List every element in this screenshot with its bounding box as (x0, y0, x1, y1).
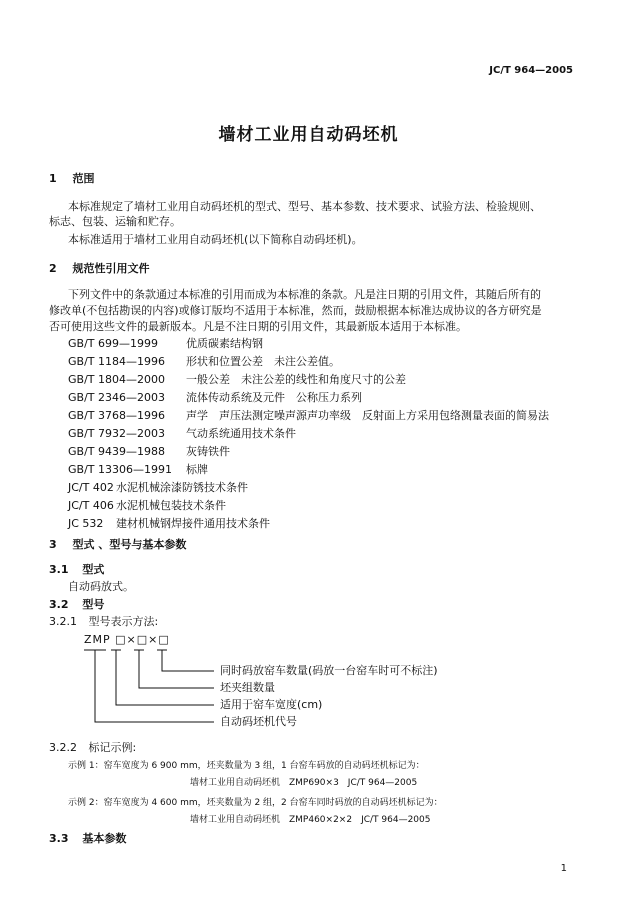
section-number: 2 (49, 262, 57, 275)
leader-line-2 (139, 650, 214, 688)
subsection-title: 型号 (82, 598, 105, 611)
subsection-3-2-2-heading (49, 741, 136, 755)
reference-title: 气动系统通用技术条件 (186, 427, 296, 440)
leader-line-1 (162, 650, 214, 671)
subsection-number: 3.2.2 (49, 741, 77, 754)
reference-title: 建材机械钢焊接件通用技术条件 (116, 517, 270, 530)
subsection-title: 标记示例: (88, 741, 137, 754)
reference-code: GB/T 3768—1996 (68, 409, 165, 422)
subsection-3-3-heading (49, 832, 126, 846)
paragraph-line: 否可使用这些文件的最新版本。凡是不注日期的引用文件，其最新版本适用于本标准。 (49, 320, 467, 333)
paragraph-line: 修改单(不包括勘误的内容)或修订版均不适用于本标准，然而，鼓励根据本标准达成协议的各方研究是 (49, 304, 542, 317)
reference-code: GB/T 699—1999 (68, 337, 158, 350)
subsection-text: 自动码放式。 (68, 580, 134, 593)
example-2-description: 示例 2：窑车宽度为 4 600 mm，坯夹数量为 2 组，2 台窑车同时码放的自动码坯机标记为： (68, 798, 443, 808)
paragraph-line: 本标准规定了墙材工业用自动码坯机的型式、型号、基本参数、技术要求、试验方法、检验规则、 (68, 200, 541, 213)
model-label-clamp-groups: 坯夹组数量 (220, 681, 275, 694)
subsection-number: 3.1 (49, 563, 69, 576)
model-label-kiln-car-count: 同时码放窑车数量(码放一台窑车时可不标注) (220, 664, 438, 677)
example-2-mark: 墙材工业用自动码坯机 ZMP460×2×2 JC/T 964—2005 (190, 815, 431, 825)
reference-title: 标牌 (186, 463, 208, 476)
reference-title: 水泥机械涂漆防锈技术条件 (116, 481, 248, 494)
page-number: 1 (560, 863, 567, 874)
leader-line-4 (95, 650, 214, 722)
reference-code: GB/T 9439—1988 (68, 445, 165, 458)
reference-title: 灰铸铁件 (186, 445, 230, 458)
paragraph-line: 下列文件中的条款通过本标准的引用而成为本标准的条款。凡是注日期的引用文件，其随后所有的 (68, 288, 541, 301)
reference-title: 声学 声压法测定噪声源声功率级 反射面上方采用包络测量表面的简易法 (186, 409, 549, 422)
model-label-car-width: 适用于窑车宽度(cm) (220, 698, 323, 711)
reference-code: GB/T 2346—2003 (68, 391, 165, 404)
paragraph-line: 本标准适用于墙材工业用自动码坯机(以下简称自动码坯机)。 (68, 233, 363, 246)
section-number: 3 (49, 538, 57, 551)
subsection-title: 基本参数 (82, 832, 127, 845)
subsection-number: 3.2.1 (49, 615, 77, 628)
section-title: 规范性引用文件 (72, 262, 150, 275)
section-title: 型式 、型号与基本参数 (72, 538, 187, 551)
section-number: 1 (49, 172, 57, 185)
reference-code: JC/T 402 (68, 481, 114, 494)
subsection-number: 3.3 (49, 832, 69, 845)
reference-title: 一般公差 未注公差的线性和角度尺寸的公差 (186, 373, 406, 386)
leader-line-3 (116, 650, 214, 705)
example-1-mark: 墙材工业用自动码坯机 ZMP690×3 JC/T 964—2005 (190, 778, 418, 788)
example-1-description: 示例 1：窑车宽度为 6 900 mm，坯夹数量为 3 组，1 台窑车码放的自动码坯机标记为： (68, 761, 425, 771)
subsection-title: 型号表示方法: (88, 615, 159, 628)
reference-title: 优质碳素结构钢 (186, 337, 263, 350)
subsection-title: 型式 (82, 563, 105, 576)
standard-code: JC/T 964—2005 (489, 65, 573, 76)
reference-code: GB/T 13306—1991 (68, 463, 172, 476)
model-formula: ZMP □×□×□ (84, 633, 170, 646)
section-title: 范围 (72, 172, 95, 185)
reference-code: GB/T 1804—2000 (68, 373, 165, 386)
reference-title: 水泥机械包装技术条件 (116, 499, 226, 512)
reference-code: JC 532 (68, 517, 104, 530)
paragraph-line: 标志、包装、运输和贮存。 (49, 215, 181, 228)
subsection-number: 3.2 (49, 598, 69, 611)
reference-code: GB/T 7932—2003 (68, 427, 165, 440)
reference-title: 流体传动系统及元件 公称压力系列 (186, 391, 362, 404)
reference-code: JC/T 406 (68, 499, 114, 512)
reference-title: 形状和位置公差 未注公差值。 (186, 355, 340, 368)
page-title: 墙材工业用自动码坯机 (218, 125, 399, 145)
model-label-machine-code: 自动码坯机代号 (220, 715, 297, 728)
reference-code: GB/T 1184—1996 (68, 355, 165, 368)
